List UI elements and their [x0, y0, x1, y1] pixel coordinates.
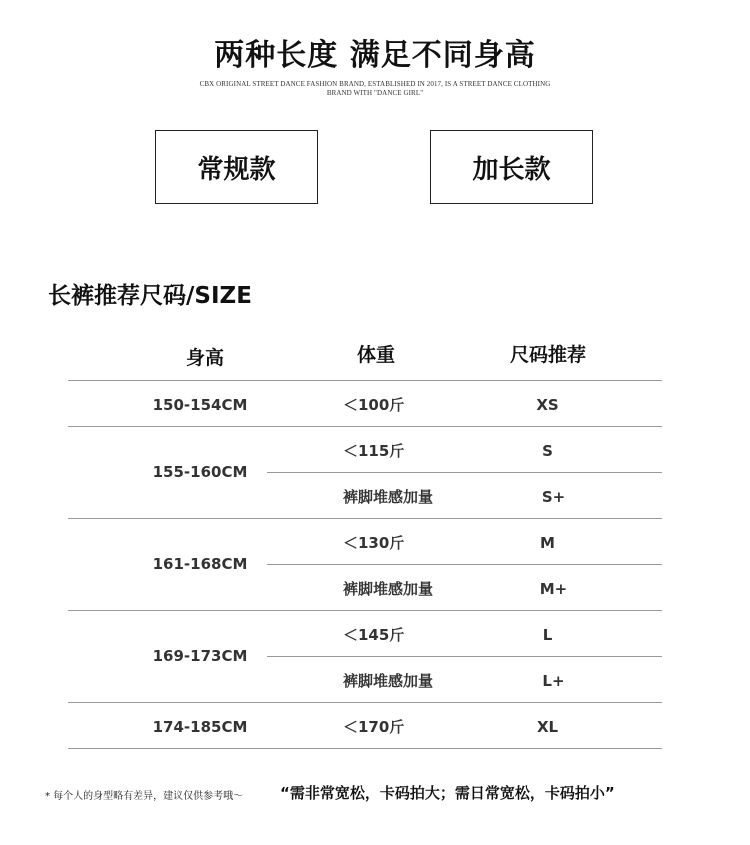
size-cell: M — [540, 534, 555, 552]
column-header-size: 尺码推荐 — [509, 344, 586, 366]
weight-cell: 裤脚堆感加量 — [343, 488, 434, 506]
table-divider — [68, 426, 662, 427]
weight-cell: ＜115斤 — [343, 442, 405, 460]
size-cell: M+ — [539, 580, 568, 598]
weight-cell: ＜145斤 — [343, 626, 405, 644]
weight-cell: 裤脚堆感加量 — [343, 672, 434, 690]
size-cell: L+ — [542, 672, 565, 690]
table-divider — [68, 380, 662, 381]
height-cell: 174-185CM — [152, 718, 248, 736]
height-cell: 169-173CM — [152, 647, 248, 665]
brand-subtitle-line-1: CBX ORIGINAL STREET DANCE FASHION BRAND, ESTABLISHED IN 2017, IS A STREET DANCE CLOTHING — [199, 80, 551, 88]
height-cell: 150-154CM — [152, 396, 248, 414]
table-divider — [68, 610, 662, 611]
size-cell: XL — [536, 718, 559, 736]
column-header-height: 身高 — [185, 347, 224, 369]
size-section-title: 长裤推荐尺码/SIZE — [48, 283, 252, 309]
weight-cell: ＜100斤 — [343, 396, 405, 414]
size-cell: XS — [536, 396, 559, 414]
long-version-box: 加长款 — [430, 130, 593, 204]
weight-cell: 裤脚堆感加量 — [343, 580, 434, 598]
brand-subtitle-line-2: BRAND WITH "DANCE GIRL" — [326, 89, 424, 97]
footnote-quote: “需非常宽松，卡码拍大；需日常宽松，卡码拍小” — [280, 784, 615, 802]
size-cell: S+ — [541, 488, 566, 506]
weight-cell: ＜170斤 — [343, 718, 405, 736]
footnote-note: * 每个人的身型略有差异，建议仅供参考哦～ — [45, 791, 244, 802]
weight-cell: ＜130斤 — [343, 534, 405, 552]
table-subdivider — [267, 472, 662, 473]
size-cell: S — [542, 442, 553, 460]
table-divider — [68, 702, 662, 703]
table-divider — [68, 748, 662, 749]
table-subdivider — [267, 564, 662, 565]
height-cell: 155-160CM — [152, 463, 248, 481]
brand-subtitle — [195, 80, 555, 98]
regular-version-box: 常规款 — [155, 130, 318, 204]
height-cell: 161-168CM — [152, 555, 248, 573]
table-subdivider — [267, 656, 662, 657]
table-divider — [68, 518, 662, 519]
page-title: 两种长度 满足不同身高 — [214, 38, 536, 73]
size-cell: L — [542, 626, 553, 644]
column-header-weight: 体重 — [356, 344, 395, 366]
